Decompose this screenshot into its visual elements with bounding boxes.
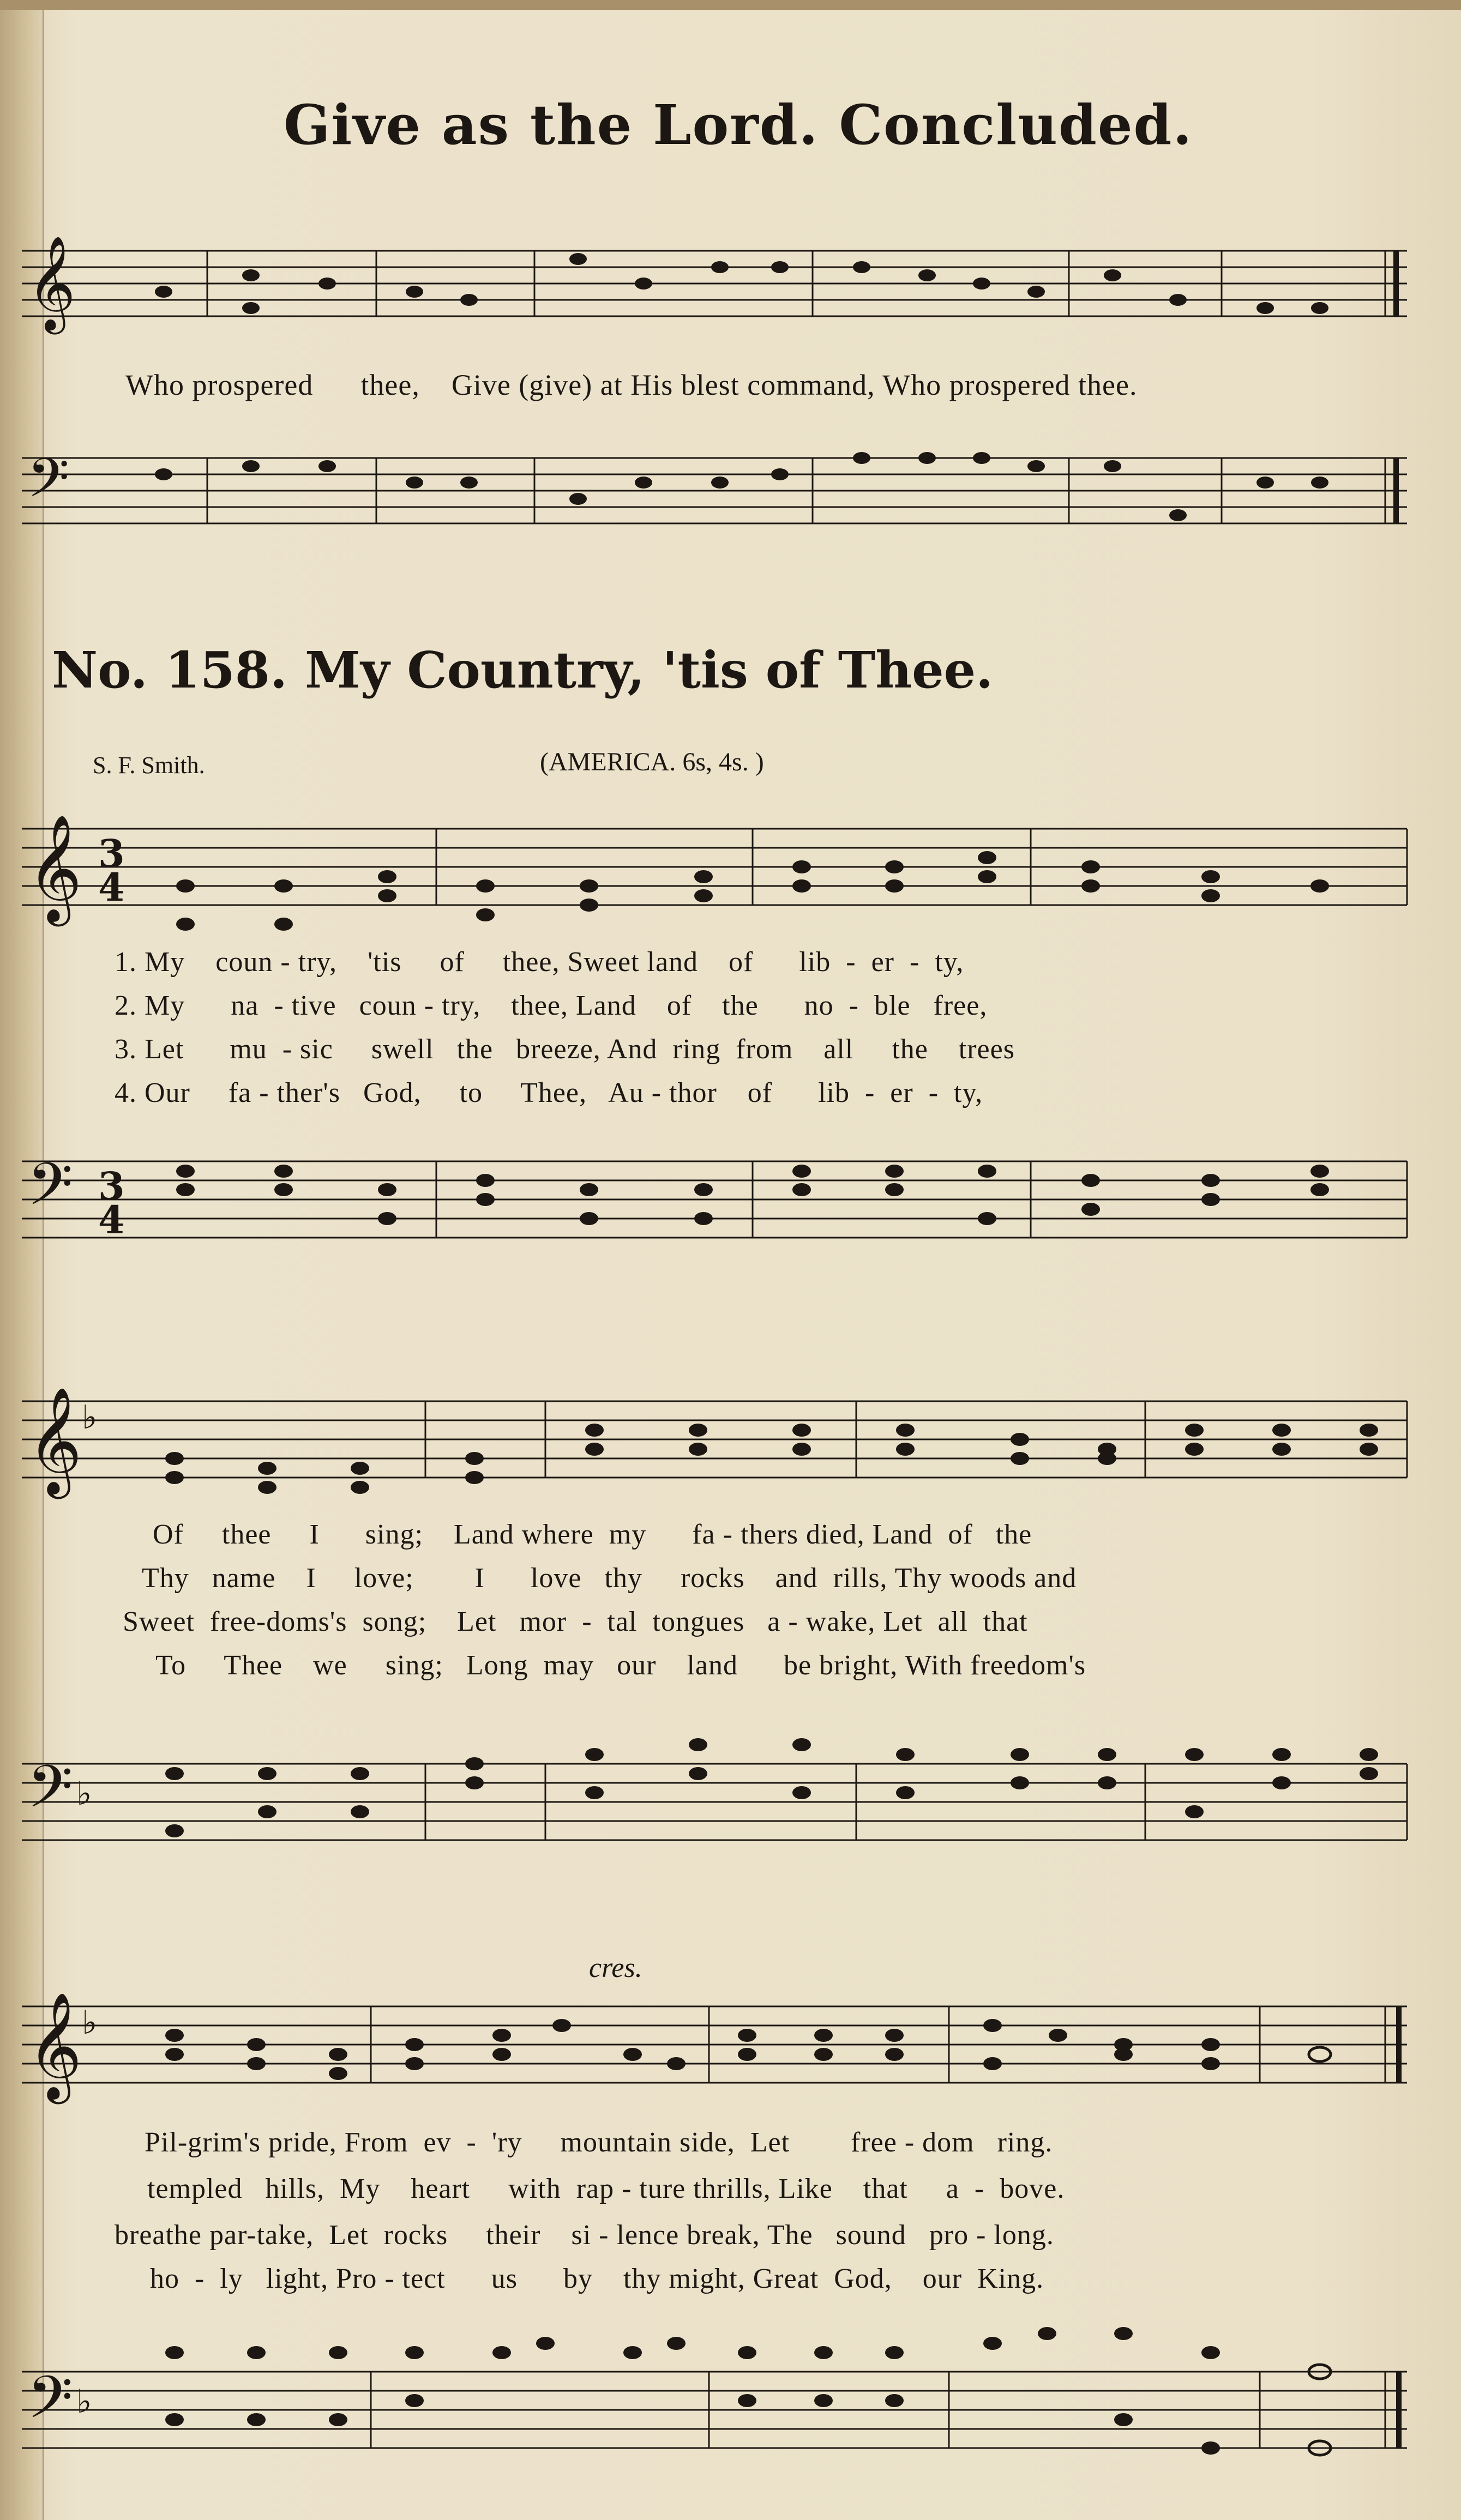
system1-bass-staff xyxy=(22,1123,1418,1265)
svg-text:𝄢: 𝄢 xyxy=(27,447,70,523)
song-author: S. F. Smith. xyxy=(93,752,205,779)
svg-text:𝄢: 𝄢 xyxy=(27,2363,73,2446)
svg-text:♭: ♭ xyxy=(76,2383,92,2421)
system1-verse3: 3. Let mu - sic swell the breeze, And ring from all the trees xyxy=(115,1034,1015,1065)
system2-verse1: Of thee I sing; Land where my fa - thers died, Land of the xyxy=(153,1519,1032,1550)
svg-text:♭: ♭ xyxy=(82,1398,98,1437)
song-number-title: No. 158. My Country, 'tis of Thee. xyxy=(52,641,994,700)
system3-verse2: templed hills, My heart with rap - ture thrills, Like that a - bove. xyxy=(147,2173,1065,2204)
svg-text:♭: ♭ xyxy=(76,1775,92,1813)
svg-text:4: 4 xyxy=(98,1197,125,1243)
system2-bass-staff xyxy=(22,1712,1418,1854)
svg-text:𝄞: 𝄞 xyxy=(27,1386,82,1494)
system2-verse3: Sweet free-doms's song; Let mor - tal tongues a - wake, Let all that xyxy=(123,1606,1028,1637)
svg-text:♭: ♭ xyxy=(82,2004,98,2042)
system1-verse4: 4. Our fa - ther's God, to Thee, Au - thor of lib - er - ty, xyxy=(115,1077,983,1108)
svg-text:𝄢: 𝄢 xyxy=(27,1150,73,1233)
svg-text:𝄞: 𝄞 xyxy=(27,236,76,330)
system1-verse1: 1. My coun - try, 'tis of thee, Sweet land of lib - er - ty, xyxy=(115,946,964,978)
svg-text:𝄞: 𝄞 xyxy=(27,814,82,922)
system3-treble-staff xyxy=(22,1985,1418,2126)
system3-verse3: breathe par-take, Let rocks their si - lence break, The sound pro - long. xyxy=(115,2220,1054,2251)
prev-treble-staff xyxy=(22,229,1418,338)
system3-verse1: Pil-grim's pride, From ev - 'ry mountain side, Let free - dom ring. xyxy=(145,2127,1053,2158)
svg-text:𝄞: 𝄞 xyxy=(27,1992,82,2100)
prev-song-lyrics: Who prospered thee, Give (give) at His blest command, Who prospered thee. xyxy=(125,369,1138,401)
page-top-edge xyxy=(0,0,1461,10)
system2-verse4: To Thee we sing; Long may our land be bright, With freedom's xyxy=(155,1650,1086,1681)
svg-text:4: 4 xyxy=(98,865,125,910)
system1-verse2: 2. My na - tive coun - try, thee, Land of the no - ble free, xyxy=(115,990,988,1021)
system3-verse4: ho - ly light, Pro - tect us by thy might, Great God, our King. xyxy=(150,2263,1044,2294)
dynamic-marking: cres. xyxy=(589,1952,642,1984)
prev-song-title: Give as the Lord. Concluded. xyxy=(284,93,1193,157)
svg-text:𝄢: 𝄢 xyxy=(27,1752,73,1835)
song-tune: (AMERICA. 6s, 4s. ) xyxy=(540,747,764,776)
svg-text:3: 3 xyxy=(98,831,125,876)
prev-bass-staff xyxy=(22,436,1418,545)
system2-verse2: Thy name I love; I love thy rocks and rills, Thy woods and xyxy=(142,1563,1077,1594)
system2-treble-staff xyxy=(22,1379,1418,1521)
system3-bass-staff xyxy=(22,2312,1418,2475)
svg-text:3: 3 xyxy=(98,1163,125,1209)
system1-treble-staff xyxy=(22,807,1418,949)
